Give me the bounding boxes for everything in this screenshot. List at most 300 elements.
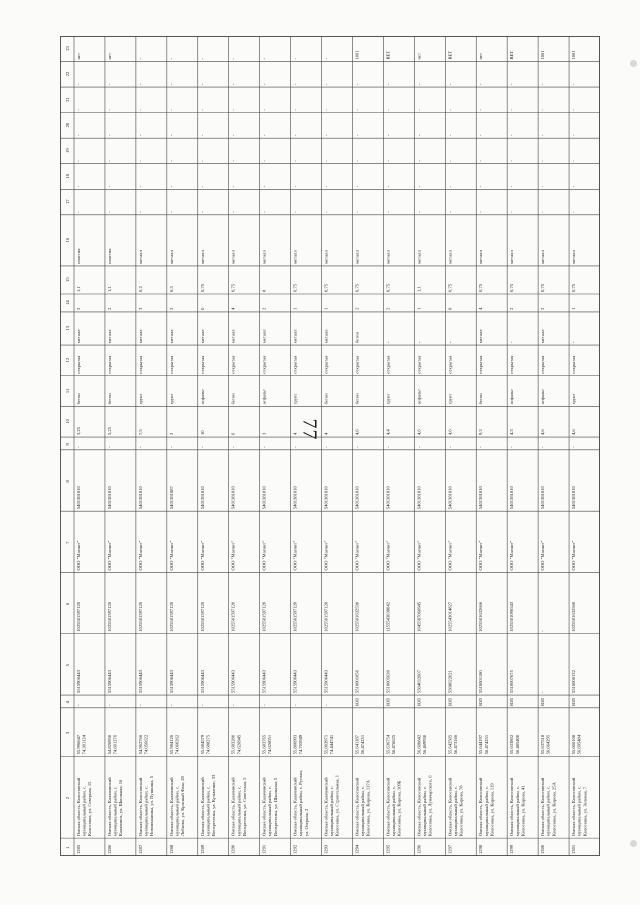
table-cell-ogrn	[324, 601, 329, 632]
svg-text:ООО "Магнит": ООО "Магнит"	[323, 540, 329, 571]
table-cell-capacity	[540, 283, 546, 292]
table-cell-coords	[540, 734, 551, 754]
svg-text:-: -	[354, 185, 360, 188]
svg-text:ООО "Магнит": ООО "Магнит"	[540, 540, 546, 571]
table-cell-type	[478, 355, 483, 374]
svg-text:-: -	[571, 185, 577, 188]
svg-text:5515906443: 5515906443	[106, 670, 112, 694]
table-cell-type	[138, 355, 143, 374]
table-border	[61, 37, 600, 856]
svg-text:ЮЛ: ЮЛ	[447, 698, 453, 706]
svg-text:-: -	[540, 160, 546, 162]
table-cell-empty	[293, 446, 298, 448]
svg-text:-: -	[540, 446, 546, 448]
svg-text:-: -	[509, 185, 515, 188]
table-cell-org	[571, 541, 576, 571]
table-cell-type	[293, 355, 298, 374]
svg-text:-: -	[292, 211, 298, 213]
svg-text:-: -	[447, 83, 453, 86]
svg-text:5510001180: 5510001180	[478, 670, 484, 694]
table-cell-okved	[107, 485, 112, 509]
svg-text:-: -	[230, 58, 236, 60]
column-number	[65, 300, 70, 305]
svg-text:74.626051: 74.626051	[267, 734, 273, 755]
svg-text:55.641187: 55.641187	[354, 735, 360, 755]
table-cell-count	[540, 307, 545, 310]
table-cell-empty	[540, 446, 545, 448]
table-cell-count	[293, 307, 298, 310]
svg-text:5,25: 5,25	[106, 427, 112, 436]
svg-text:1025501597120: 1025501597120	[230, 601, 236, 632]
table-cell-empty	[200, 185, 205, 187]
svg-text:ЮЛ: ЮЛ	[416, 698, 422, 706]
table-cell-material	[169, 329, 174, 343]
table-cell-empty	[571, 446, 576, 448]
table-cell-type	[509, 355, 514, 374]
svg-text:-: -	[106, 83, 112, 86]
svg-text:1025501597120: 1025501597120	[292, 601, 298, 632]
table-cell-empty	[447, 134, 452, 136]
table-cell-empty	[416, 109, 421, 111]
table-cell-empty	[76, 446, 81, 448]
svg-text:17: 17	[65, 199, 70, 205]
table-cell-capacity	[169, 286, 175, 292]
svg-text:-: -	[385, 83, 391, 86]
svg-text:-: -	[292, 185, 298, 188]
svg-text:1300: 1300	[540, 844, 546, 854]
table-cell-inn	[169, 669, 174, 693]
table-cell-count	[478, 307, 483, 310]
table-cell-surface	[169, 394, 174, 405]
svg-text:Омская область, Калачинский: Омская область, Калачинский	[106, 777, 112, 837]
svg-text:открытая: открытая	[509, 355, 515, 374]
svg-text:-: -	[292, 83, 298, 86]
table-cell-empty	[509, 160, 514, 162]
table-cell-org	[447, 541, 452, 571]
table-cell-inn	[76, 669, 81, 693]
svg-text:грунт: грунт	[168, 393, 174, 405]
table-cell-surface	[540, 389, 545, 404]
column-number	[65, 700, 70, 703]
table-cell-id	[262, 844, 267, 854]
table-cell-coords	[354, 734, 365, 754]
svg-text:открытая: открытая	[478, 355, 484, 374]
table-cell-okved	[509, 485, 514, 509]
svg-text:-: -	[416, 185, 422, 188]
column-number	[65, 148, 70, 153]
column-number	[65, 479, 70, 482]
table-cell-capacity	[385, 283, 391, 292]
table-cell-empty	[262, 446, 267, 448]
svg-text:Омская область, Калачинский: Омская область, Калачинский	[323, 777, 329, 837]
svg-text:1293: 1293	[323, 844, 329, 854]
table-cell-inn	[262, 669, 267, 693]
svg-text:1025501597120: 1025501597120	[76, 601, 81, 632]
svg-text:-: -	[106, 211, 112, 213]
svg-text:-: -	[509, 341, 515, 344]
svg-text:-: -	[199, 134, 205, 137]
svg-text:-: -	[385, 109, 391, 111]
svg-text:-: -	[168, 160, 174, 162]
svg-text:ЮЛ: ЮЛ	[478, 698, 484, 706]
svg-text:-: -	[76, 134, 81, 137]
svg-text:56.474251: 56.474251	[483, 734, 489, 755]
svg-text:-: -	[323, 83, 329, 86]
table-cell-empty	[447, 185, 452, 187]
svg-text:5515906443: 5515906443	[292, 670, 298, 694]
table-cell-count	[324, 307, 329, 310]
table-cell-inn	[231, 669, 236, 693]
table-cell-material	[416, 341, 421, 343]
svg-text:5515906443: 5515906443	[199, 670, 205, 694]
svg-text:-: -	[292, 704, 298, 706]
svg-text:56.469930: 56.469930	[421, 734, 427, 755]
table-cell-type	[540, 355, 545, 374]
svg-text:-: -	[540, 185, 546, 188]
table-cell-mark	[138, 704, 143, 706]
table-cell-id	[447, 844, 452, 854]
svg-text:Колосовка, ул. Кирова, 25А: Колосовка, ул. Кирова, 25А	[551, 782, 557, 837]
table-cell-org	[509, 541, 514, 571]
svg-text:-: -	[323, 58, 329, 60]
table-cell-empty	[385, 134, 390, 136]
svg-text:-: -	[323, 185, 329, 188]
table-cell-empty	[540, 109, 545, 111]
table-cell-surface	[76, 393, 81, 405]
svg-text:-: -	[478, 446, 484, 448]
table-cell-type	[447, 355, 452, 374]
table-cell-empty	[138, 211, 143, 213]
svg-text:-: -	[261, 185, 267, 188]
svg-text:6: 6	[230, 432, 236, 436]
table-cell-okved	[385, 485, 390, 509]
svg-text:-: -	[106, 109, 112, 111]
svg-text:5510005630: 5510005630	[385, 670, 391, 694]
table-cell-empty	[262, 134, 267, 136]
svg-text:муниципальный район, г.: муниципальный район, г.	[112, 786, 118, 837]
table-cell-vol	[231, 432, 236, 435]
svg-text:металл: металл	[230, 250, 236, 264]
svg-text:-: -	[261, 446, 267, 448]
svg-text:5515906443: 5515906443	[76, 670, 81, 694]
svg-text:2: 2	[540, 307, 546, 310]
table-cell-cmat	[385, 250, 390, 264]
table-cell-empty	[354, 83, 359, 85]
svg-text:Колосовка, ул. Северная, 15: Колосовка, ул. Северная, 15	[87, 781, 93, 837]
table-cell-inn	[509, 669, 514, 693]
svg-text:6: 6	[65, 602, 70, 606]
table-cell-empty	[231, 211, 236, 213]
table-cell-capacity	[324, 283, 330, 292]
svg-text:12: 12	[65, 357, 70, 363]
svg-text:Колосовка, ул. Кирова, 78: Колосовка, ул. Кирова, 78	[458, 785, 464, 837]
svg-text:55.606108: 55.606108	[571, 734, 577, 755]
svg-text:Воскресенка, ул. Советская, 5: Воскресенка, ул. Советская, 5	[241, 777, 247, 837]
svg-text:металл: металл	[137, 329, 143, 344]
table-cell-count	[262, 307, 267, 310]
table-cell-empty	[293, 83, 298, 85]
svg-text:74.056622: 74.056622	[143, 734, 149, 755]
table-cell-capacity	[138, 286, 144, 292]
table-cell-material	[447, 341, 452, 343]
svg-text:1: 1	[571, 307, 577, 310]
svg-text:74.626945: 74.626945	[236, 734, 242, 755]
table-cell-inn	[200, 669, 205, 693]
table-cell-org	[354, 541, 359, 571]
svg-text:-: -	[261, 704, 267, 706]
svg-text:-: -	[261, 109, 267, 111]
table-cell-id	[416, 844, 421, 854]
svg-text:5401381810: 5401381810	[385, 486, 391, 510]
table-cell-material	[200, 329, 205, 343]
table-cell-empty	[231, 134, 236, 136]
table-cell-address	[107, 777, 124, 836]
table-cell-inn	[138, 669, 143, 693]
svg-text:асфальт: асфальт	[416, 388, 422, 405]
svg-text:5401381810: 5401381810	[137, 486, 143, 510]
table-cell-org	[262, 541, 267, 571]
svg-text:-: -	[385, 341, 391, 344]
svg-text:-: -	[323, 160, 329, 162]
svg-text:1: 1	[416, 307, 422, 310]
svg-text:5516000132: 5516000132	[571, 670, 577, 694]
svg-text:Омская область, Калачинский: Омская область, Калачинский	[261, 777, 267, 837]
table-cell-empty	[478, 446, 483, 448]
table-cell-coords	[509, 734, 520, 754]
svg-text:Лобково, ул. Красный Флаг, 28: Лобково, ул. Красный Флаг, 28	[180, 776, 186, 837]
table-cell-inn	[354, 669, 359, 693]
svg-text:-: -	[137, 58, 143, 60]
svg-text:ВЕТ: ВЕТ	[509, 50, 515, 60]
table-cell-surface	[385, 394, 390, 405]
svg-text:Колосовка, ул. Зеленая, 7: Колосовка, ул. Зеленая, 7	[582, 786, 588, 837]
svg-text:-: -	[385, 185, 391, 188]
table-cell-coords	[447, 734, 458, 754]
table-cell-org	[478, 541, 483, 571]
svg-text:-: -	[447, 446, 453, 448]
svg-text:1045507066945: 1045507066945	[416, 601, 422, 632]
table-cell-address	[324, 774, 341, 836]
table-cell-empty	[447, 446, 452, 448]
svg-text:муниципальный район, с.: муниципальный район, с.	[267, 785, 273, 837]
table-cell-address	[138, 775, 155, 836]
svg-text:1025501597120: 1025501597120	[323, 601, 329, 632]
table-cell-empty	[262, 83, 267, 85]
svg-text:56.600842: 56.600842	[416, 734, 422, 755]
table-cell-empty	[138, 160, 143, 162]
svg-text:54.826950: 54.826950	[106, 734, 112, 755]
svg-text:4: 4	[323, 432, 329, 436]
table-cell-material	[231, 329, 236, 343]
table-cell-empty	[571, 109, 576, 111]
svg-text:-: -	[323, 134, 329, 137]
table-cell-cmat	[169, 250, 174, 264]
table-cell-empty	[478, 211, 483, 213]
svg-text:56.474251: 56.474251	[360, 734, 366, 755]
svg-text:ЮЛ: ЮЛ	[540, 698, 546, 706]
registry-table	[60, 36, 600, 856]
svg-text:муниципальный район, с.: муниципальный район, с.	[329, 785, 335, 837]
table-cell-id	[138, 844, 143, 854]
svg-text:открытая: открытая	[571, 355, 577, 374]
table-cell-surface	[262, 389, 267, 404]
svg-text:-: -	[199, 185, 205, 188]
table-cell-empty	[138, 185, 143, 187]
svg-text:-: -	[261, 160, 267, 162]
table-cell-org	[416, 541, 421, 571]
svg-text:-: -	[354, 446, 360, 448]
svg-text:металл: металл	[199, 329, 205, 344]
table-cell-surface	[478, 393, 483, 405]
table-cell-c23	[200, 58, 205, 60]
svg-text:4,3: 4,3	[509, 429, 515, 436]
svg-text:4: 4	[65, 701, 70, 704]
svg-text:ООО "Магнит": ООО "Магнит"	[230, 540, 236, 571]
svg-text:1296: 1296	[416, 844, 422, 854]
svg-text:открытая: открытая	[540, 355, 546, 374]
table-cell-capacity	[571, 283, 577, 292]
svg-text:металл: металл	[571, 250, 577, 264]
table-cell-cmat	[262, 250, 267, 264]
table-cell-empty	[324, 160, 329, 162]
table-cell-empty	[385, 160, 390, 162]
svg-text:Омская область, Калачинский: Омская область, Калачинский	[199, 777, 205, 837]
svg-text:3: 3	[65, 731, 70, 735]
table-cell-ogrn	[138, 601, 143, 632]
table-cell-mark	[200, 704, 205, 706]
table-cell-empty	[354, 134, 359, 136]
svg-text:пластик: пластик	[76, 248, 81, 264]
svg-text:ООО "Магнит": ООО "Магнит"	[478, 540, 484, 571]
svg-text:5401381810: 5401381810	[571, 486, 577, 510]
table-cell-id	[293, 844, 298, 854]
table-cell-empty	[169, 83, 174, 85]
table-cell-material	[509, 341, 514, 343]
table-cell-vol	[262, 432, 267, 435]
svg-text:19: 19	[65, 148, 70, 153]
table-cell-empty	[200, 109, 205, 111]
table-cell-empty	[540, 185, 545, 187]
table-cell-empty	[478, 185, 483, 187]
svg-text:0,75: 0,75	[292, 283, 298, 293]
table-cell-empty	[293, 185, 298, 187]
svg-text:ООО "Магнит": ООО "Магнит"	[137, 540, 143, 571]
table-cell-empty	[324, 185, 329, 187]
table-cell-type	[231, 355, 236, 374]
table-cell-empty	[416, 185, 421, 187]
svg-text:ООО "Магнит": ООО "Магнит"	[106, 540, 112, 571]
table-cell-empty	[107, 134, 112, 136]
table-cell-capacity	[447, 283, 453, 292]
svg-text:-: -	[571, 446, 577, 448]
svg-text:-: -	[354, 160, 360, 162]
table-cell-capacity	[478, 283, 484, 292]
svg-text:-: -	[354, 109, 360, 111]
svg-text:55.642505: 55.642505	[447, 734, 453, 755]
svg-text:5515906443: 5515906443	[261, 670, 267, 694]
svg-text:1: 1	[65, 846, 70, 850]
table-cell-surface	[571, 394, 576, 405]
table-cell-empty	[293, 109, 298, 111]
table-cell-empty	[138, 83, 143, 85]
svg-text:1,1: 1,1	[106, 286, 112, 293]
table-cell-material	[571, 341, 576, 343]
svg-text:-: -	[137, 704, 143, 706]
table-cell-empty	[478, 160, 483, 162]
table-cell-okved	[76, 485, 81, 509]
table-cell-address	[447, 777, 464, 836]
table-cell-c23	[293, 58, 298, 60]
svg-text:2: 2	[76, 307, 81, 310]
table-cell-material	[354, 332, 359, 344]
table-cell-ogrn	[385, 601, 390, 631]
svg-text:ООО "Магнит": ООО "Магнит"	[571, 540, 577, 571]
table-cell-c23	[447, 51, 452, 60]
table-cell-cmat	[478, 250, 483, 264]
svg-text:2: 2	[385, 307, 391, 310]
table-cell-c23	[540, 50, 545, 60]
table-cell-vol	[447, 429, 453, 435]
table-cell-address	[509, 777, 526, 836]
table-cell-empty	[509, 446, 514, 448]
table-cell-org	[324, 541, 329, 571]
table-cell-capacity	[509, 283, 515, 292]
svg-text:5401381810: 5401381810	[106, 486, 112, 510]
svg-text:-: -	[416, 446, 422, 448]
table-cell-vol	[200, 430, 205, 435]
svg-text:-: -	[292, 134, 298, 137]
svg-text:1287: 1287	[137, 844, 143, 854]
svg-text:2: 2	[65, 796, 70, 800]
svg-text:Колосовка, ул. Кирова, 109Б: Колосовка, ул. Кирова, 109Б	[396, 780, 402, 837]
svg-text:-: -	[137, 446, 143, 448]
table-cell-surface	[231, 393, 236, 405]
table-cell-empty	[324, 446, 329, 448]
table-cell-ogrn	[509, 601, 514, 632]
table-cell-org	[107, 541, 112, 571]
table-cell-c23	[169, 58, 174, 60]
table-cell-empty	[571, 185, 576, 187]
table-cell-capacity	[231, 283, 237, 292]
table-cell-empty	[540, 83, 545, 85]
table-cell-empty	[169, 134, 174, 136]
table-cell-org	[540, 541, 545, 571]
table-cell-count	[416, 307, 421, 310]
svg-text:-: -	[137, 160, 143, 162]
svg-text:ООО "Магнит": ООО "Магнит"	[447, 540, 453, 571]
table-cell-vol	[324, 432, 329, 435]
table-cell-empty	[76, 109, 81, 111]
svg-text:56.485400: 56.485400	[514, 734, 520, 755]
svg-text:металл: металл	[540, 329, 546, 344]
table-cell-coords	[200, 734, 211, 754]
table-cell-capacity	[107, 286, 113, 292]
svg-text:1297: 1297	[447, 844, 453, 854]
svg-text:5508022021: 5508022021	[447, 670, 453, 694]
svg-text:металл: металл	[292, 250, 298, 264]
svg-text:металл: металл	[323, 329, 329, 344]
table-cell-okved	[447, 485, 452, 509]
svg-text:-: -	[416, 341, 422, 344]
svg-text:-: -	[106, 134, 112, 137]
svg-text:металл: металл	[509, 250, 515, 264]
table-cell-vol	[416, 429, 422, 435]
table-cell-vol	[138, 429, 144, 435]
svg-text:-: -	[199, 446, 205, 448]
svg-text:-: -	[137, 134, 143, 137]
table-cell-ogrn	[571, 601, 576, 632]
svg-text:55.644197: 55.644197	[478, 734, 484, 755]
